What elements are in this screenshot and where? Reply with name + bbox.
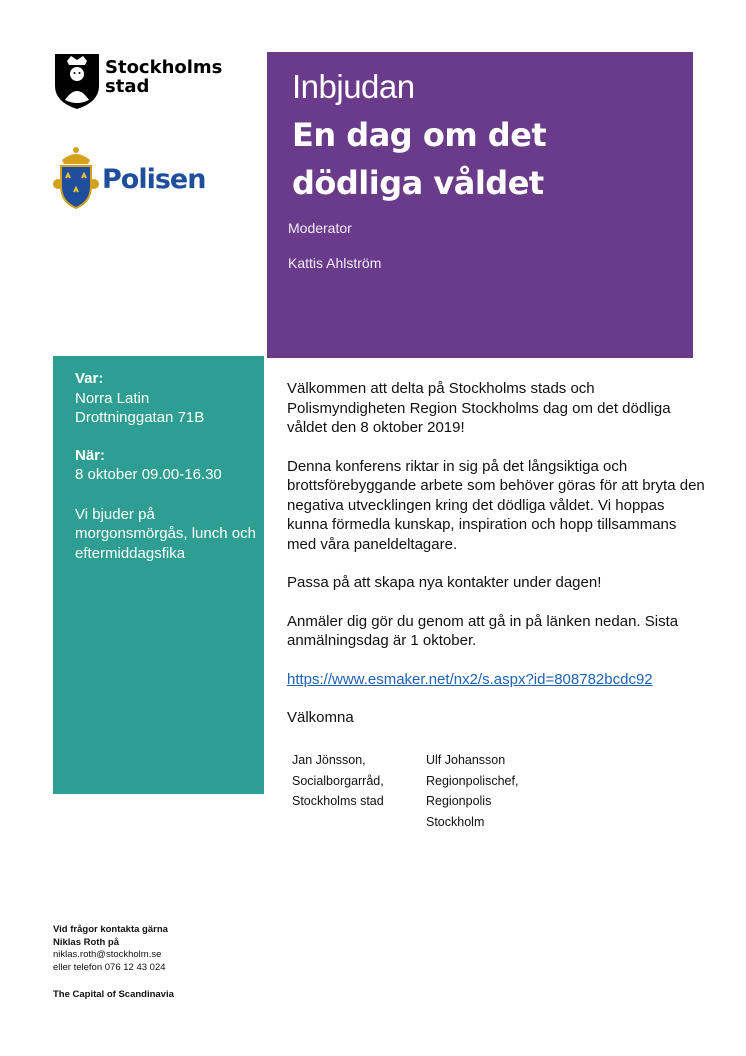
event-info-panel	[53, 356, 264, 794]
event-time: 8 oktober 09.00-16.30	[75, 466, 222, 483]
signature-org-city: Stockholm	[426, 814, 485, 829]
invitation-eyebrow: Inbjudan	[292, 68, 415, 105]
stockholm-stad-logo	[53, 52, 223, 110]
signature-left	[292, 750, 412, 812]
where-label: Var:	[75, 370, 104, 387]
moderator-label: Moderator	[288, 220, 352, 236]
contact-intro: Vid frågor kontakta gärna	[53, 924, 168, 935]
signature-org: Regionpolis	[426, 794, 492, 808]
venue-address: Drottninggatan 71B	[75, 409, 205, 426]
event-title: En dag om det dödliga våldet	[292, 116, 547, 202]
invitation-header	[267, 52, 693, 358]
contact-footer	[53, 924, 273, 1002]
body-paragraph-welcome: Välkommen att delta på Stockholms stads och Polismyndigheten Region Stockholms dag om det dödliga våldet den 8 oktober 2019!	[287, 380, 671, 436]
registration-link[interactable]: https://www.esmaker.net/nx2/s.aspx?id=808782bcdc92	[287, 670, 653, 688]
catering-note: Vi bjuder på morgonsmörgås, lunch och eftermiddagsfika	[75, 505, 256, 562]
signature-name: Jan Jönsson,	[292, 753, 366, 767]
signature-right	[426, 750, 546, 832]
body-paragraph-networking: Passa på att skapa nya kontakter under dagen!	[287, 574, 602, 591]
signature-title: Regionpolischef,	[426, 773, 519, 788]
when-label: När:	[75, 446, 106, 464]
polisen-logo	[52, 146, 222, 210]
polisen-logo-text: Polisen	[102, 164, 206, 195]
closing-greeting: Välkomna	[287, 709, 354, 726]
police-crest-icon	[52, 146, 100, 210]
venue-name: Norra Latin	[75, 389, 150, 407]
contact-email: niklas.roth@stockholm.se	[53, 949, 162, 960]
stockholm-crest-icon	[53, 52, 101, 110]
body-paragraph-purpose: Denna konferens riktar in sig på det långsiktiga och brottsförebyggande arbete som behöver göras för att bryta den negativa utvecklingen kring det dödliga våldet. Vi hoppas kunna förmedla kunskap, inspiration och hopp tillsammans med våra paneldeltagare.	[287, 457, 705, 553]
invitation-body	[287, 379, 707, 747]
contact-name: Niklas Roth på	[53, 936, 119, 948]
moderator-name: Kattis Ahlström	[288, 255, 382, 271]
signature-name: Ulf Johansson	[426, 753, 506, 767]
contact-phone: eller telefon 076 12 43 024	[53, 961, 166, 973]
footer-tagline: The Capital of Scandinavia	[53, 989, 174, 1000]
signature-title: Socialborgarråd,	[292, 773, 384, 788]
stockholm-logo-text: Stockholms stad	[105, 57, 223, 97]
body-paragraph-registration: Anmäler dig gör du genom att gå in på länken nedan. Sista anmälningsdag är 1 oktober.	[287, 612, 679, 649]
signature-org: Stockholms stad	[292, 794, 384, 808]
